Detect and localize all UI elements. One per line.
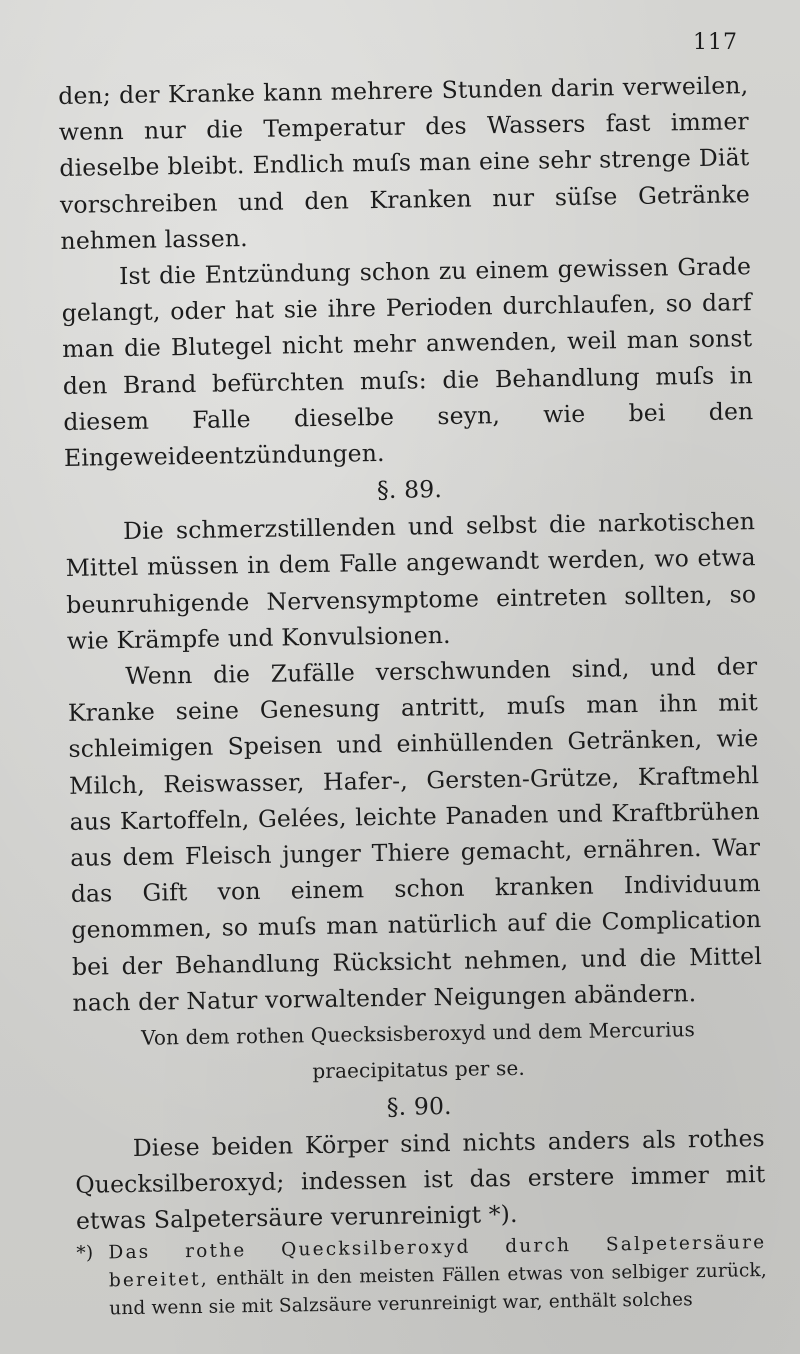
chapter-subheading: Von dem rothen Quecksisberoxyd und dem Mercurius praecipitatus per se. [140, 1017, 696, 1084]
section-heading-90: §. 90. [386, 1092, 452, 1122]
footnote-marker: *) [76, 1242, 94, 1264]
section-heading-89: §. 89. [376, 475, 443, 505]
paragraph-inflammation: Ist die Entzündung schon zu einem gewissen Grade gelangt, oder hat sie ihre Perioden durchlaufen, so darf man die Blutegel nicht mehr anwenden, weil man sonst den Brand befürchten muſs: die Behandlung muſs in diesem Falle dieselbe seyn, wie bei den Eingeweideentzündungen. [61, 252, 754, 472]
paragraph-narcotics: Die schmerzstillenden und selbst die narkotischen Mittel müssen in dem Falle angewandt werden, wo etwa beunruhigende Nervensymptome eintreten sollten, so wie Krämpfe und Konvulsionen. [65, 507, 757, 655]
footnote-spaced-text: Das rothe Quecksilberoxyd durch Salpetersäure bereitet, [108, 1231, 767, 1292]
paragraph-continuation: den; der Kranke kann mehrere Stunden darin verweilen, wenn nur die Temperatur des Wassers fast immer dieselbe bleibt. Endlich muſs man eine sehr strenge Diät vorschreiben und den Kranken nur süſse Getränke nehmen lassen. [58, 71, 751, 255]
page-number: 117 [693, 30, 738, 55]
paragraph-recovery: Wenn die Zufälle verschwunden sind, und der Kranke seine Genesung antritt, muſs man ihn mit schleimigen Speisen und einhüllenden Getränken, wie Milch, Reiswasser, Hafer-, Gersten-Grütze, Kraftmehl aus Kartoffeln, Gelées, leichte Panaden und Kraftbrühen aus dem Fleisch junger Thiere gemacht, ernähren. War das Gift von einem schon kranken Individuum genommen, so muſs man natürlich auf die Complication bei der Behandlung Rücksicht nehmen, und die Mittel nach der Natur vorwaltender Neigungen abändern. [67, 652, 763, 1017]
footnote-text: enthält in den meisten Fällen etwas von selbiger zurück, und wenn sie mit Salzsäure verunreinigt war, enthält solches [109, 1259, 767, 1320]
paragraph-mercury-oxide: Diese beiden Körper sind nichts anders als rothes Quecksilberoxyd; indessen ist das erstere immer mit etwas Salpetersäure verunreinigt *). [75, 1124, 766, 1236]
page-body [58, 67, 767, 1323]
footnote [76, 1229, 767, 1324]
